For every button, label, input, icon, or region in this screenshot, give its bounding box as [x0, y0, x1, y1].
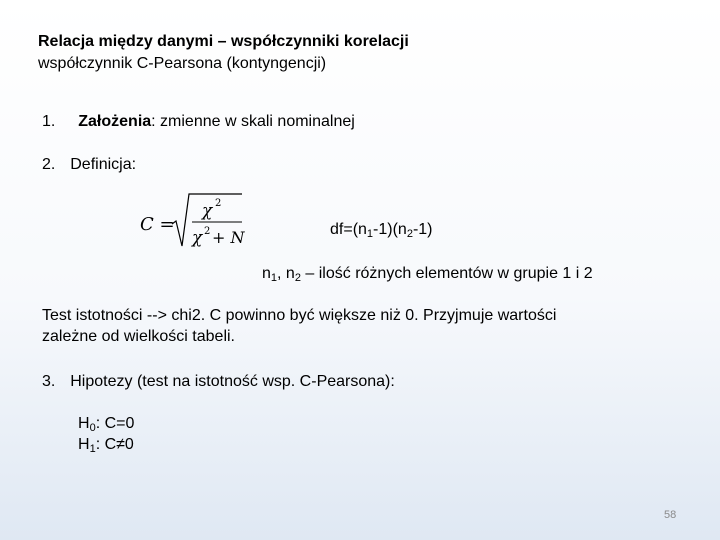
n-definition — [262, 264, 593, 284]
hypothesis-h1 — [78, 435, 134, 455]
formula-numerator-exp: 2 — [215, 198, 222, 209]
hypotheses-label: Hipotezy (test na istotność wsp. C-Pearsona): — [70, 373, 395, 390]
formula-denominator-chi: χ — [192, 228, 203, 248]
degrees-of-freedom — [330, 220, 433, 240]
h1-sub: 1 — [89, 443, 96, 455]
n-symbol: n — [262, 265, 271, 282]
slide-subtitle: współczynnik C-Pearsona (kontyngencji) — [38, 55, 327, 72]
formula-denominator-rest: + N — [212, 228, 245, 247]
slide-title: Relacja między danymi – współczynniki korelacji — [38, 33, 409, 50]
list-item-hypotheses — [42, 372, 395, 392]
formula-denominator-exp: 2 — [204, 226, 211, 237]
formula-numerator-chi: χ — [202, 201, 213, 221]
formula-lhs: C = — [140, 214, 175, 235]
h1-text: : C≠0 — [95, 436, 134, 453]
n-sub2: 2 — [294, 272, 301, 284]
assumptions-label: Założenia — [78, 113, 152, 130]
hypothesis-h0 — [78, 414, 134, 434]
h0-text: : C=0 — [95, 415, 135, 432]
test-description-line2: zależne od wielkości tabeli. — [42, 328, 235, 345]
formula-c-pearson — [138, 188, 250, 254]
h1-symbol: H — [78, 436, 90, 453]
test-description-line1: Test istotności --> chi2. C powinno być większe niż 0. Przyjmuje wartości — [42, 307, 557, 324]
page-number: 58 — [664, 509, 677, 521]
n-text: – ilość różnych elementów w grupie 1 i 2 — [300, 265, 593, 282]
h0-sub: 0 — [89, 422, 96, 434]
list-number: 1. — [42, 113, 56, 130]
list-number: 2. — [42, 156, 56, 173]
n-sep: , n — [277, 265, 295, 282]
df-suffix: -1) — [412, 221, 433, 238]
list-item-assumptions — [42, 112, 355, 132]
definition-label: Definicja: — [70, 156, 137, 173]
df-mid: -1)(n — [373, 221, 407, 238]
df-prefix: df=(n — [330, 221, 367, 238]
n-sub1: 1 — [270, 272, 278, 284]
list-number: 3. — [42, 373, 56, 390]
df-sub1: 1 — [366, 228, 374, 240]
h0-symbol: H — [78, 415, 90, 432]
df-sub2: 2 — [406, 228, 413, 240]
assumptions-text: : zmienne w skali nominalnej — [151, 113, 355, 130]
list-item-definition — [42, 155, 136, 175]
